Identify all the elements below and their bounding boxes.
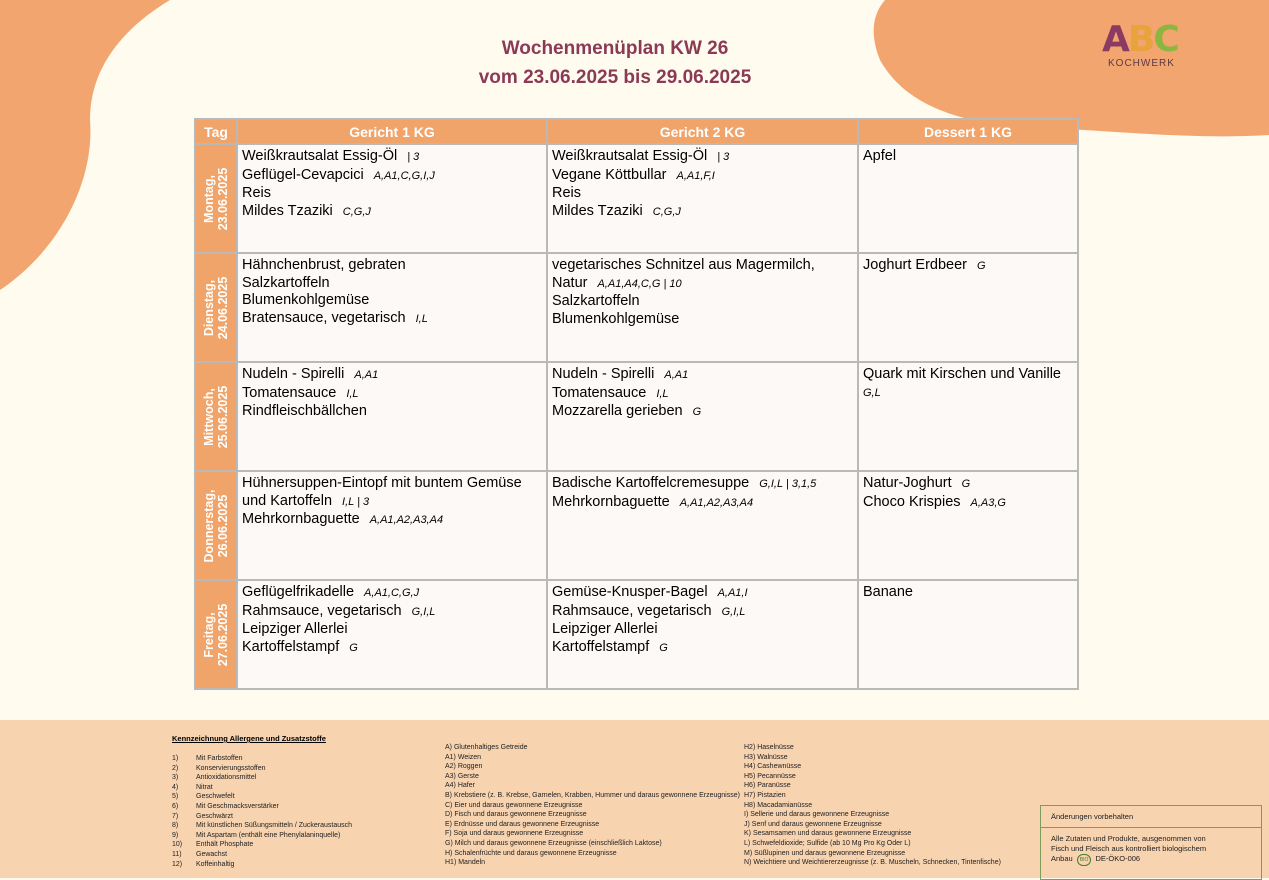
dish-line: Weißkrautsalat Essig-Öl | 3 [242,148,420,164]
dish-line: Tomatensauce I,L [552,384,669,401]
dish-line: und Kartoffeln I,L | 3 [242,492,370,509]
day-cell: Freitag, 27.06.2025 [195,580,237,689]
dish-line: Choco Krispies A,A3,G [863,493,1006,510]
allergen-codes: C,G,J [342,205,371,218]
header-gericht-2: Gericht 2 KG [547,119,858,144]
dish-line: Rahmsauce, vegetarisch G,I,L [552,602,746,619]
allergen-item: E) Erdnüsse und daraus gewonnene Erzeugnisse [445,820,600,828]
dish-line: Blumenkohlgemüse [552,310,680,327]
allergen-item: A) Glutenhaltiges Getreide [445,744,528,751]
dessert-cell [858,471,1078,580]
allergen-item: H2) Haselnüsse [744,744,794,751]
allergen-codes: G,I,L [721,605,746,618]
allergen-item: H6) Paranüsse [744,782,791,790]
additive-item: 8) Mit künstlichen Süßungsmitteln / Zuckeraustausch [172,822,353,830]
allergen-codes: I,L [346,387,359,400]
notice-heading: Änderungen vorbehalten [1041,806,1261,828]
dish-line: Natur A,A1,A4,C,G | 10 [552,274,682,291]
dish-line: Leipziger Allerlei [242,621,348,637]
dish-line: Geflügel-Cevapcici A,A1,C,G,I,J [242,166,435,183]
additive-item: 3) Antioxidationsmittel [172,774,257,782]
allergen-item: D) Fisch und daraus gewonnene Erzeugnisse [445,811,587,819]
dish-line: Mozzarella gerieben G [552,403,702,419]
legend-heading: Kennzeichnung Allergene und Zusatzstoffe [172,734,326,743]
gericht-1-cell [237,580,547,689]
dish-line: Hähnchenbrust, gebraten [242,257,406,273]
allergen-codes: G,I,L [411,605,436,618]
dish-line [863,384,1074,403]
allergen-codes: I,L | 3 [342,495,370,508]
additive-item: 2) Konservierungsstoffen [172,764,266,772]
dish-line: Mehrkornbaguette A,A1,A2,A3,A4 [552,493,754,510]
additive-item: 9) Mit Aspartam (enthält eine Phenylalaninquelle) [172,831,341,839]
day-cell: Dienstag, 24.06.2025 [195,253,237,362]
menu-row [195,144,1078,253]
gericht-1-cell [237,471,547,580]
allergen-codes: G [961,478,971,490]
dessert-cell [858,580,1078,689]
dish-line: Nudeln - Spirelli A,A1 [552,366,689,382]
allergen-codes: G [692,406,702,418]
additive-item: 5) Geschwefelt [172,793,235,801]
day-cell: Mittwoch, 25.06.2025 [195,362,237,471]
allergen-codes: A,A1,A4,C,G | 10 [597,277,682,290]
allergen-codes: A,A1,A2,A3,A4 [679,496,754,509]
dish-line: Gemüse-Knusper-Bagel A,A1,I [552,584,748,600]
gericht-2-cell [547,144,858,253]
allergen-item: H1) Mandeln [445,859,486,867]
dish-line: Bratensauce, vegetarisch I,L [242,309,428,326]
allergen-item: M) Süßlupinen und daraus gewonnene Erzeugnisse [744,849,906,857]
allergen-item: H3) Walnüsse [744,753,788,761]
allergen-codes: C,G,J [652,205,681,218]
dish-line: Banane [863,584,913,600]
allergen-item: A1) Weizen [445,753,482,761]
gericht-2-cell [547,362,858,471]
abc-kochwerk-logo: ABC KOCHWERK [1102,19,1178,69]
dish-line: Apfel [863,148,897,164]
dish-line: Quark mit Kirschen und Vanille [863,366,1061,382]
allergen-codes: I,L [656,387,669,400]
allergen-codes: A,A1,F,I [676,169,715,182]
page-title: Wochenmenüplan KW 26 vom 23.06.2025 bis 29.06.2025 [478,38,752,88]
allergen-item: H) Schalenfrüchte und daraus gewonnene Erzeugnisse [445,849,617,857]
legend-allergens-a [445,743,740,868]
allergen-item: H8) Macadamianüsse [744,801,813,809]
dish-line: Salzkartoffeln [552,293,640,309]
dish-line: vegetarisches Schnitzel aus Magermilch, [552,257,815,273]
legend-additives [172,754,352,869]
allergen-codes: A,A1,C,G,J [364,587,420,599]
allergen-item: K) Sesamsamen und daraus gewonnene Erzeugnisse [744,830,912,838]
allergen-item: B) Krebstiere (z. B. Krebse, Garnelen, Krabben, Hummer und daraus gewonnene Erzeugnisse) [445,791,740,799]
additive-item: 10) Enthält Phosphate [172,841,254,849]
gericht-2-cell [547,580,858,689]
dish-line: Rindfleischbällchen [242,403,367,419]
allergen-item: A4) Hafer [445,782,475,790]
allergen-item: J) Senf und daraus gewonnene Erzeugnisse [744,820,882,828]
menu-table [194,118,1079,690]
allergen-item: H5) Pecannüsse [744,772,796,780]
dish-line: Hühnersuppen-Eintopf mit buntem Gemüse [242,475,522,491]
allergen-codes: A,A3,G [970,496,1006,509]
dish-line: Kartoffelstampf G [242,638,358,655]
allergen-item: C) Eier und daraus gewonnene Erzeugnisse [445,801,583,809]
dish-line: Mehrkornbaguette A,A1,A2,A3,A4 [242,511,444,527]
dish-line: Vegane Köttbullar A,A1,F,I [552,166,715,183]
dish-line: Leipziger Allerlei [552,621,658,637]
dish-line: Natur-Joghurt G [863,475,971,491]
allergen-item: A3) Gerste [445,772,479,780]
allergen-codes: A,A1 [354,369,379,381]
gericht-2-cell [547,253,858,362]
allergen-item: I) Sellerie und daraus gewonnene Erzeugnisse [744,811,890,819]
allergen-codes: I,L [415,312,428,325]
dessert-cell [858,253,1078,362]
additive-item: 4) Nitrat [172,783,213,791]
additive-item: 12) Koffeinhaltig [172,860,235,868]
notice-box: Änderungen vorbehalten Alle Zutaten und Produkte, ausgenommen von Fisch und Fleisch aus kontrolliert biologischem Anbau BIO DE-ÖKO-006 [1040,805,1262,880]
allergen-codes: | 3 [717,151,730,163]
gericht-2-cell [547,471,858,580]
day-cell: Montag, 23.06.2025 [195,144,237,253]
dish-line: Kartoffelstampf G [552,638,668,655]
header-gericht-1: Gericht 1 KG [237,119,547,144]
allergen-item: G) Milch und daraus gewonnene Erzeugnisse (einschließlich Laktose) [445,839,662,847]
additive-item: 1) Mit Farbstoffen [172,755,243,762]
dish-line: Nudeln - Spirelli A,A1 [242,366,379,382]
day-cell: Donnerstag, 26.06.2025 [195,471,237,580]
gericht-1-cell [237,362,547,471]
allergen-codes: G [659,641,668,654]
dish-line: Joghurt Erdbeer G [863,257,986,273]
dish-line: Blumenkohlgemüse [242,292,370,308]
menu-row [195,580,1078,689]
additive-item: 11) Gewachst [172,850,228,858]
dish-line: Reis [552,185,582,201]
allergen-item: N) Weichtiere und Weichtiererzeugnisse (z. B. Muscheln, Schnecken, Tintenfische) [744,859,1001,867]
gericht-1-cell [237,253,547,362]
dish-line: Geflügelfrikadelle A,A1,C,G,J [242,584,420,600]
allergen-codes: A,A1,A2,A3,A4 [369,514,444,526]
header-dessert: Dessert 1 KG [858,119,1078,144]
bio-seal-icon: BIO [1077,854,1092,866]
additive-item: 6) Mit Geschmacksverstärker [172,802,279,810]
allergen-item: F) Soja und daraus gewonnene Erzeugnisse [445,830,584,838]
allergen-codes: A,A1 [664,369,689,381]
dish-line: Badische Kartoffelcremesuppe G,I,L | 3,1,5 [552,475,817,491]
gericht-1-cell [237,144,547,253]
allergen-codes: | 3 [407,151,420,163]
dish-line: Weißkrautsalat Essig-Öl | 3 [552,148,730,164]
menu-row [195,362,1078,471]
allergen-codes: G,L [863,386,881,399]
allergen-codes: A,A1,C,G,I,J [373,169,435,182]
dessert-cell [858,144,1078,253]
dish-line: Rahmsauce, vegetarisch G,I,L [242,602,436,619]
menu-row [195,471,1078,580]
allergen-codes: A,A1,I [717,587,748,599]
dish-line: Mildes Tzaziki C,G,J [552,202,681,219]
dish-line: Reis [242,185,272,201]
dish-line: Mildes Tzaziki C,G,J [242,202,371,219]
allergen-item: A2) Roggen [445,763,483,771]
dish-line: Salzkartoffeln [242,274,330,291]
header-day: Tag [195,119,237,144]
additive-item: 7) Geschwärzt [172,812,233,820]
dessert-cell [858,362,1078,471]
allergen-item: H7) Pistazien [744,791,786,799]
dish-line: Tomatensauce I,L [242,384,359,401]
allergen-codes: G,I,L | 3,1,5 [759,478,817,490]
allergen-item: H4) Cashewnüsse [744,763,802,771]
menu-row [195,253,1078,362]
legend-allergens-b [744,743,1001,868]
allergen-codes: G [349,641,358,654]
allergen-item: L) Schwefeldioxide; Sulfide (ab 10 Mg Pro Kg Oder L) [744,839,911,847]
allergen-codes: G [976,260,986,272]
